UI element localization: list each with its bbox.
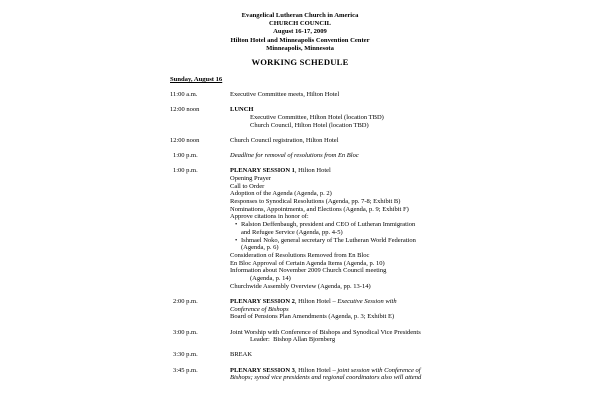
text-segment: , Hilton Hotel – [294,366,338,374]
entry-line [230,283,580,291]
entry-line [230,175,580,183]
entry-content [230,329,580,344]
entry-line [230,306,580,314]
schedule-entry [170,298,580,321]
text-segment: Bishops; synod vice presidents and regional coordinators also will attend [230,374,422,382]
text-segment: Approve citations in honor of: [230,213,309,221]
bullet-icon: • [235,236,238,244]
text-segment: Opening Prayer [230,174,271,182]
entry-time: 12:00 noon [170,106,200,114]
entry-line [230,122,580,130]
entry-content [230,137,580,145]
entry-time: 1:00 p.m. [173,167,198,175]
text-segment: Executive Session with [337,297,397,305]
schedule [170,76,580,390]
entry-line [230,152,580,160]
entry-line [230,374,580,382]
entry-content [230,367,580,382]
text-segment: Consideration of Resolutions Removed from En Bloc [230,251,370,259]
schedule-entry [170,367,580,382]
entry-line [230,198,580,206]
header-line-city: Minneapolis, Minnesota [266,44,334,52]
schedule-entry [170,329,580,344]
entry-line [230,298,580,306]
entry-content [230,152,580,160]
text-segment: Deadline for removal of resolutions from En Bloc [230,152,359,160]
entry-line [230,91,580,99]
entry-time: 12:00 noon [170,136,200,144]
entry-line [230,229,580,237]
text-segment: Ishmael Noko, general secretary of The Lutheran World Federation [241,236,416,244]
entry-time: 3:00 p.m. [173,328,198,336]
entry-line [230,267,580,275]
header-line-dates: August 16-17, 2009 [273,28,327,36]
text-segment: PLENARY SESSION 2 [230,297,295,305]
text-segment: , Hilton Hotel [294,167,331,175]
entry-line [230,329,580,337]
text-segment: Call to Order [230,182,265,190]
text-segment: joint session with Conference of [337,366,421,374]
page-title: WORKING SCHEDULE [251,57,349,67]
entry-time: 3:45 p.m. [173,366,198,374]
entry-line [230,221,580,229]
entry-content [230,167,580,290]
text-segment: Executive Committee meets, Hilton Hotel [230,91,340,98]
text-segment: (Agenda, p. 6) [241,244,279,252]
text-segment: Leader: Bishop Allan Bjornberg [250,336,336,344]
entry-content [230,91,580,99]
entry-time: 3:30 p.m. [173,351,198,359]
entry-line [230,367,580,375]
header-line-council: CHURCH COUNCIL [268,20,332,28]
schedule-entry [170,106,580,129]
schedule-entry [170,167,580,290]
text-segment: Executive Committee, Hilton Hotel (location TBD) [250,113,384,121]
entry-line [230,114,580,122]
entry-content [230,106,580,129]
text-segment: PLENARY SESSION 3 [230,366,295,374]
header-line-venue: Hilton Hotel and Minneapolis Convention Center [230,36,370,44]
text-segment: and Refugee Service (Agenda, pp. 4-5) [241,228,343,236]
text-segment: BREAK [230,351,253,359]
text-segment: Churchwide Assembly Overview (Agenda, pp. 13-14) [230,282,371,290]
text-segment: Board of Pensions Plan Amendments (Agenda, p. 3; Exhibit E) [230,313,395,321]
schedule-entry [170,137,580,145]
text-segment: LUNCH [230,106,254,114]
schedule-entries [170,91,580,382]
schedule-entry [170,152,580,160]
text-segment: PLENARY SESSION 1 [230,167,295,175]
entry-line [230,213,580,221]
text-segment: Information about November 2009 Church Council meeting [230,267,387,275]
text-segment: Adoption of the Agenda (Agenda, p. 2) [230,190,332,198]
text-segment: Conference of Bishops [230,305,289,313]
entry-line [230,190,580,198]
header-line-org: Evangelical Lutheran Church in America [241,12,359,19]
text-segment: Church Council registration, Hilton Hotel [230,136,339,144]
entry-content [230,298,580,321]
entry-line [230,167,580,175]
text-segment: Nominations, Appointments, and Elections (Agenda, p. 9; Exhibit F) [230,205,409,213]
entry-line [230,244,580,252]
text-segment: Church Council, Hilton Hotel (location TBD) [250,121,369,129]
text-segment: Ralston Deffenbaugh, president and CEO of Lutheran Immigration [241,221,416,229]
entry-line [230,351,580,359]
entry-content [230,351,580,359]
entry-line [230,252,580,260]
entry-line [230,313,580,321]
text-segment: Responses to Synodical Resolutions (Agenda, pp. 7-8; Exhibit B) [230,198,401,206]
text-segment: , Hilton Hotel – [294,297,338,305]
entry-line [230,206,580,214]
entry-line [230,336,580,344]
entry-line [230,237,580,245]
text-segment: En Bloc Approval of Certain Agenda Items (Agenda, p. 10) [230,259,385,267]
document-header [0,12,600,53]
entry-time: 2:00 p.m. [173,297,198,305]
entry-time: 1:00 p.m. [173,152,198,160]
schedule-entry [170,351,580,359]
entry-line [230,183,580,191]
bullet-icon: • [235,221,238,229]
schedule-entry [170,91,580,99]
text-segment: Joint Worship with Conference of Bishops and Synodical Vice Presidents [230,328,421,336]
entry-time: 11:00 a.m. [170,91,198,98]
entry-line [230,137,580,145]
entry-line [230,260,580,268]
text-segment: (Agenda, p. 14) [250,275,291,283]
day-heading: Sunday, August 16 [170,76,223,83]
entry-line [230,106,580,114]
entry-line [230,275,580,283]
